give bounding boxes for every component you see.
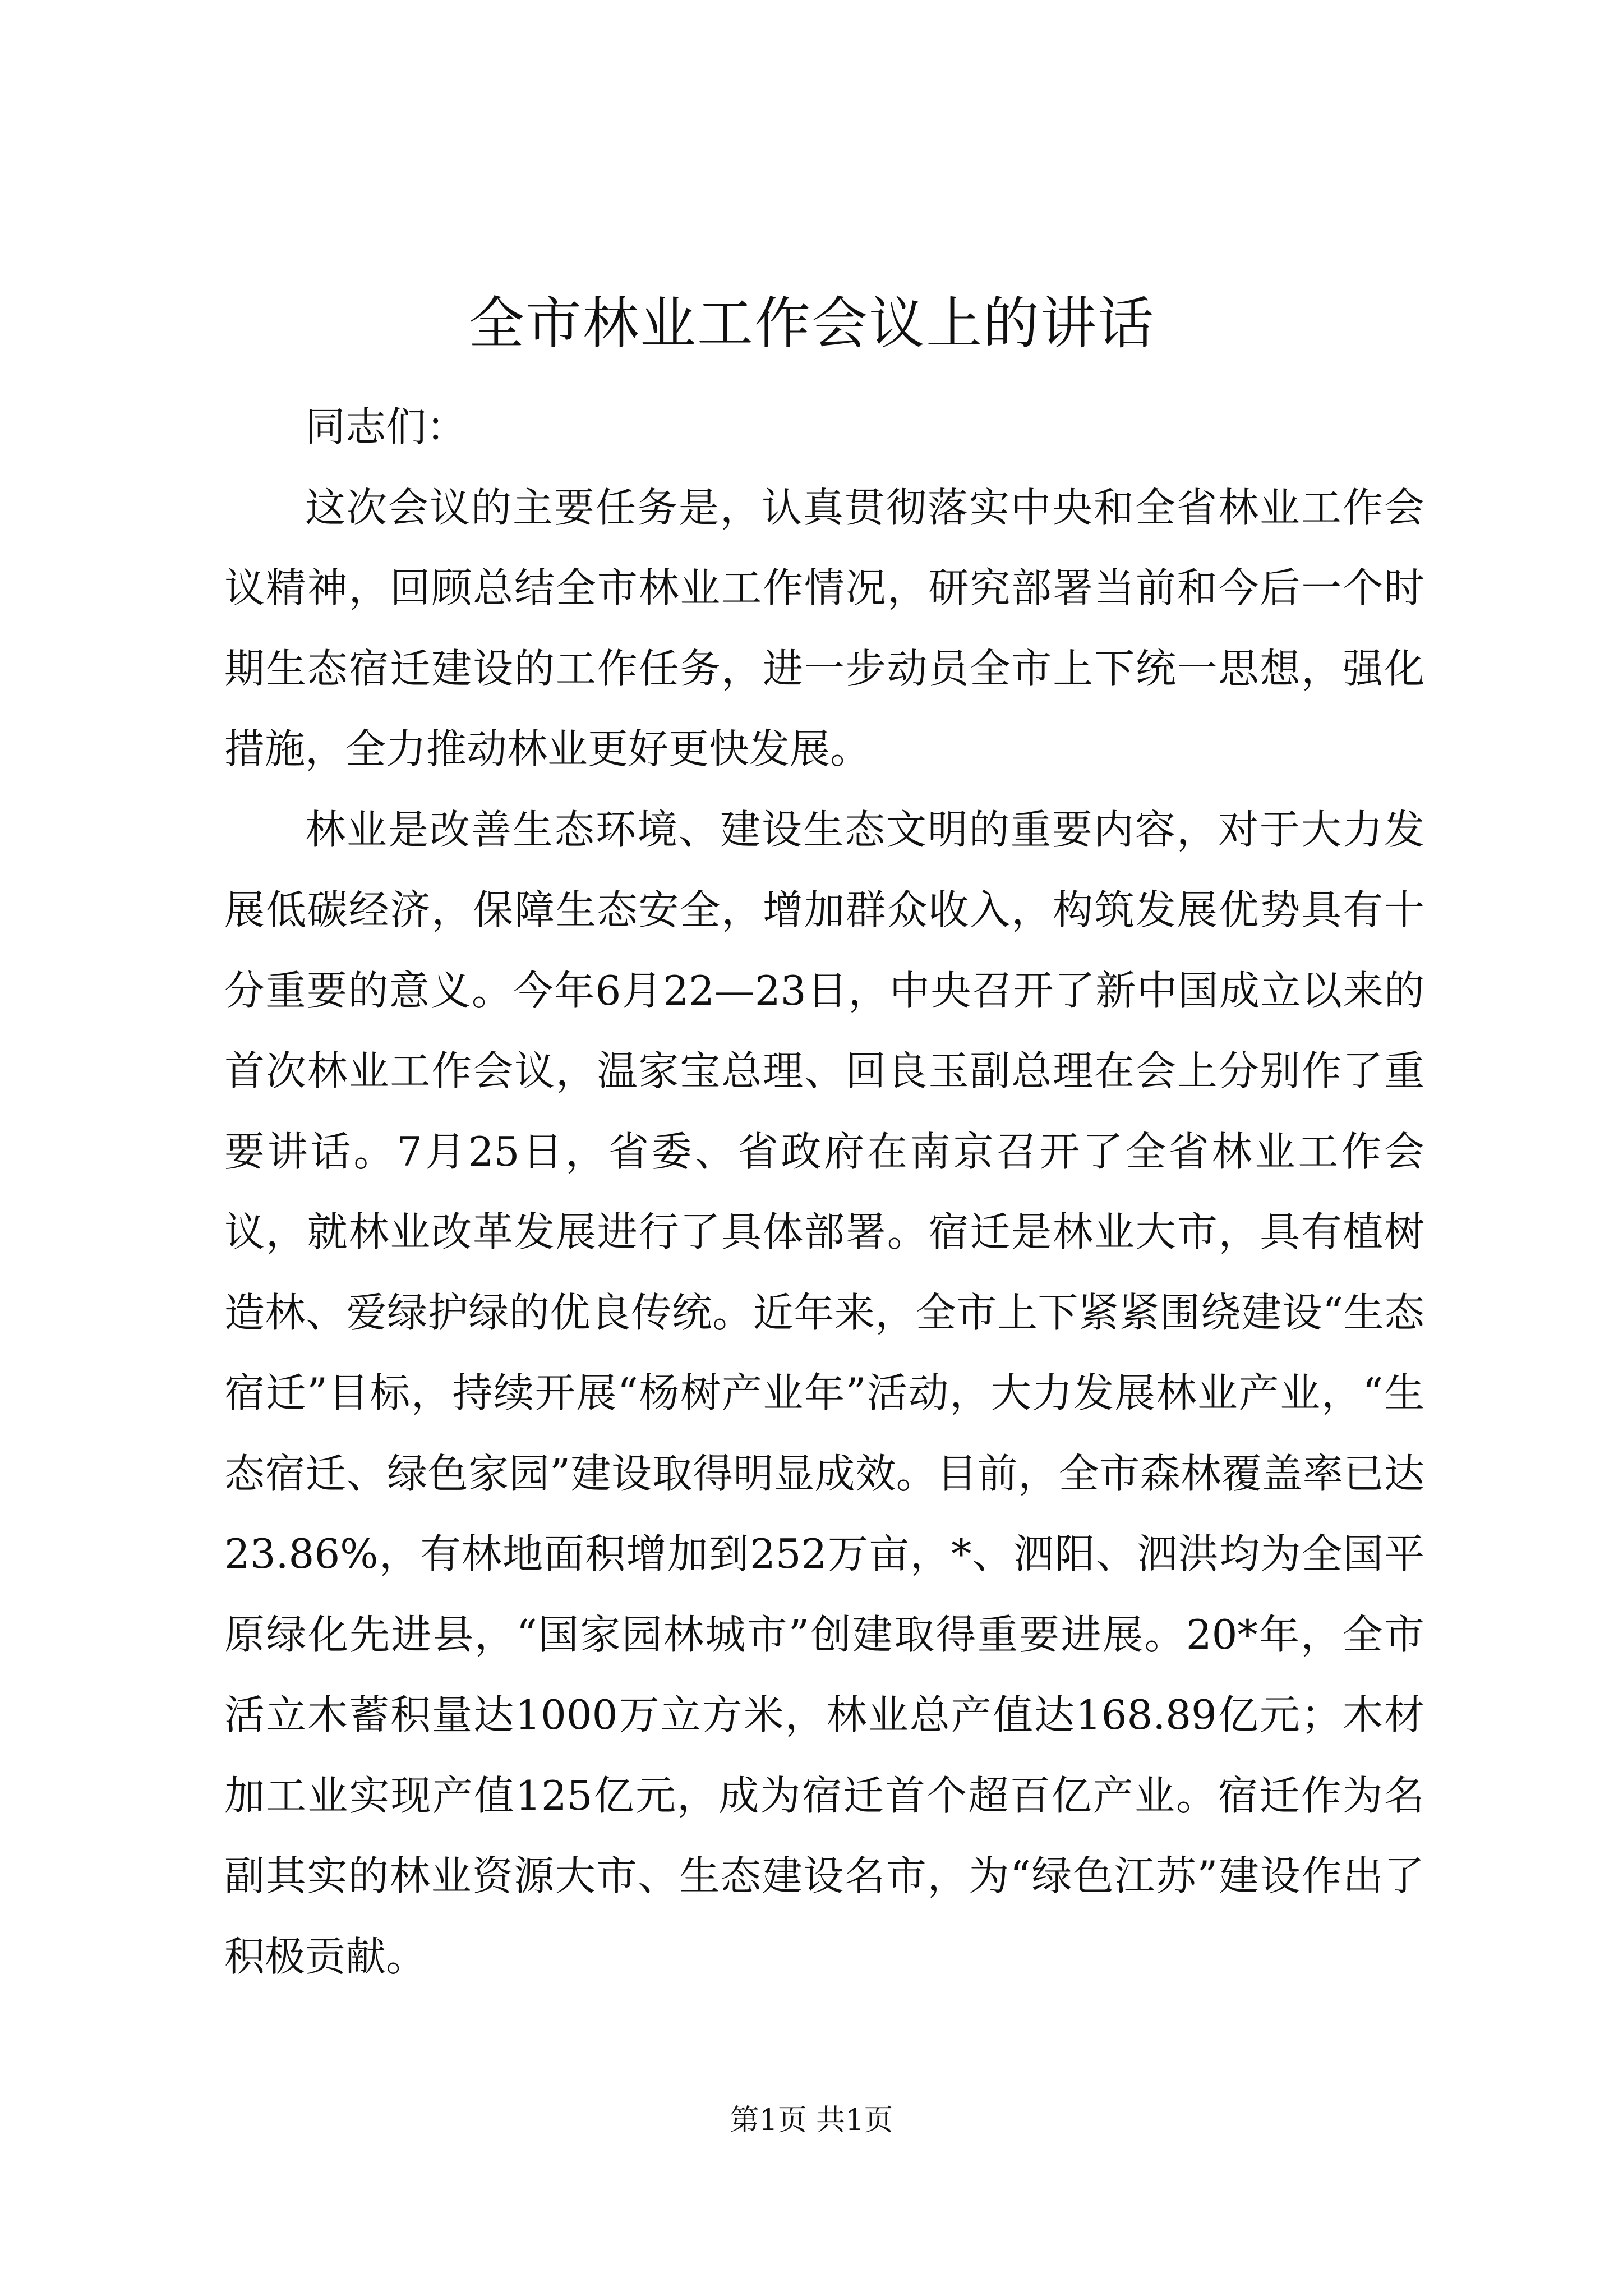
document-body (224, 387, 1424, 1997)
body-paragraph: 林业是改善生态环境、建设生态文明的重要内容，对于大力发展低碳经济，保障生态安全，增加群众收入，构筑发展优势具有十分重要的意义。今年6月22—23日，中央召开了新中国成立以来的首次林业工作会议，温家宝总理、回良玉副总理在会上分别作了重要讲话。7月25日，省委、省政府在南京召开了全省林业工作会议，就林业改革发展进行了具体部署。宿迁是林业大市，具有植树造林、爱绿护绿的优良传统。近年来，全市上下紧紧围绕建设“生态宿迁”目标，持续开展“杨树产业年”活动，大力发展林业产业，“生态宿迁、绿色家园”建设取得明显成效。目前，全市森林覆盖率已达23.86%，有林地面积增加到252万亩，*、泗阳、泗洪均为全国平原绿化先进县，“国家园林城市”创建取得重要进展。20*年，全市活立木蓄积量达1000万立方米，林业总产值达168.89亿元；木材加工业实现产值125亿元，成为宿迁首个超百亿产业。宿迁作为名副其实的林业资源大市、生态建设名市，为“绿色江苏”建设作出了积极贡献。 (224, 806, 1424, 1980)
body-paragraph: 这次会议的主要任务是，认真贯彻落实中央和全省林业工作会议精神，回顾总结全市林业工作情况，研究部署当前和今后一个时期生态宿迁建设的工作任务，进一步动员全市上下统一思想，强化措施，全力推动林业更好更快发展。 (224, 484, 1424, 772)
page-footer: 第1页 共1页 (730, 2104, 893, 2137)
document-title: 全市林业工作会议上的讲话 (468, 291, 1155, 356)
salutation-paragraph: 同志们： (305, 403, 467, 450)
